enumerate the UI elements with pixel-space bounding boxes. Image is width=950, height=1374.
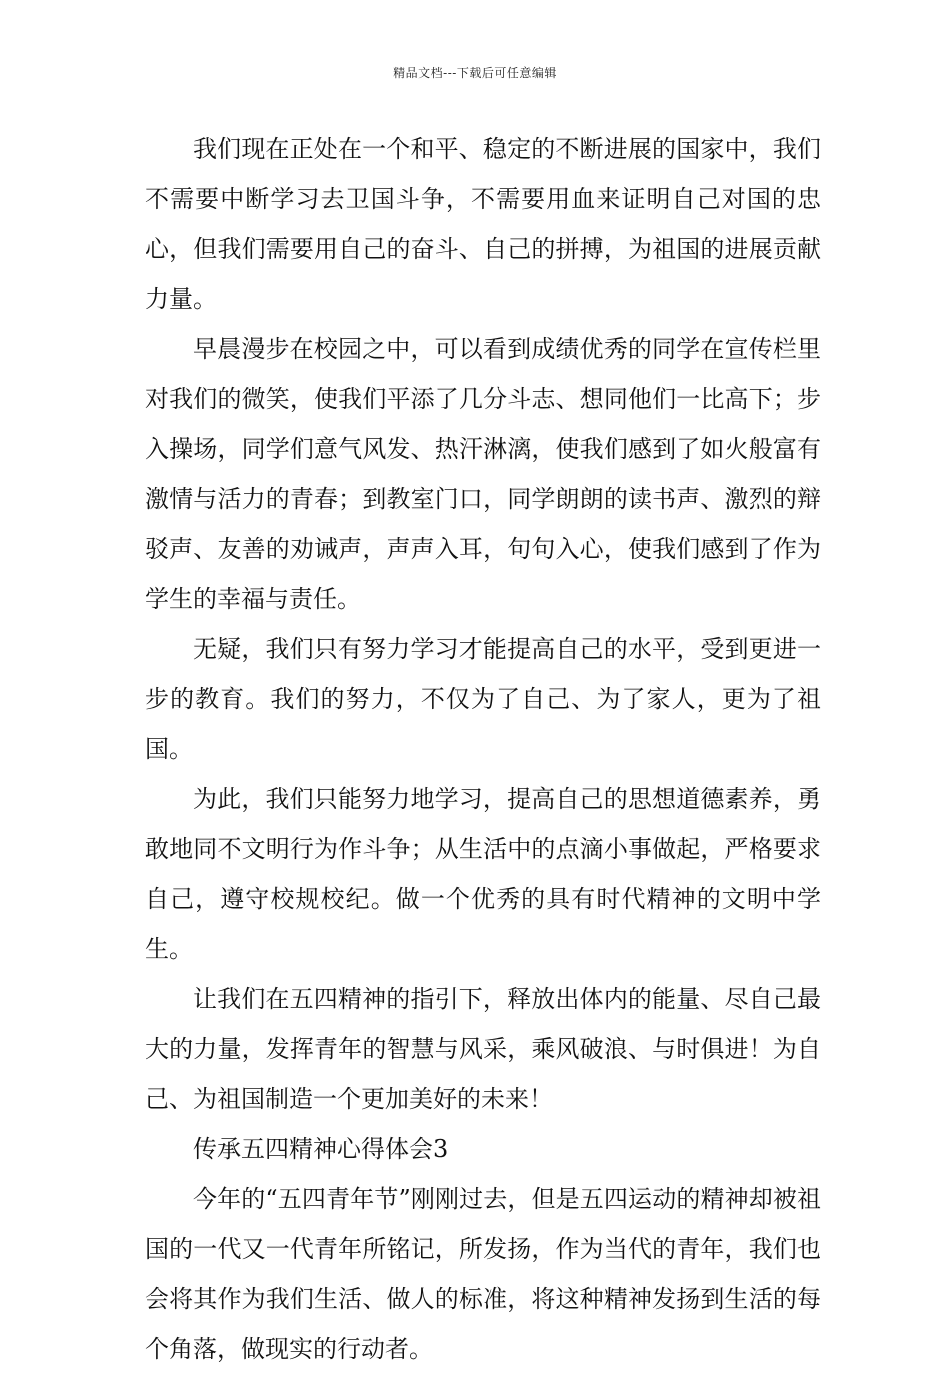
paragraph: 我们现在正处在一个和平、稳定的不断进展的国家中，我们不需要中断学习去卫国斗争，不需要用血来证明自己对国的忠心，但我们需要用自己的奋斗、自己的拼搏，为祖国的进展贡献力量。 [145, 135, 821, 313]
document-body [145, 124, 821, 1374]
paragraph: 无疑，我们只有努力学习才能提高自己的水平，受到更进一步的教育。我们的努力，不仅为了自己、为了家人，更为了祖国。 [145, 635, 821, 763]
section-heading: 传承五四精神心得体会3 [193, 1135, 449, 1163]
page-header: 精品文档---下载后可任意编辑 [393, 66, 557, 80]
paragraph: 早晨漫步在校园之中，可以看到成绩优秀的同学在宣传栏里对我们的微笑，使我们平添了几分斗志、想同他们一比高下；步入操场，同学们意气风发、热汗淋漓，使我们感到了如火般富有激情与活力的青春；到教室门口，同学朗朗的读书声、激烈的辩驳声、友善的劝诫声，声声入耳，句句入心，使我们感到了作为学生的幸福与责任。 [145, 335, 821, 613]
paragraph: 为此，我们只能努力地学习，提高自己的思想道德素养，勇敢地同不文明行为作斗争；从生活中的点滴小事做起，严格要求自己，遵守校规校纪。做一个优秀的具有时代精神的文明中学生。 [145, 785, 821, 963]
paragraph: 让我们在五四精神的指引下，释放出体内的能量、尽自己最大的力量，发挥青年的智慧与风采，乘风破浪、与时俱进！为自己、为祖国制造一个更加美好的未来！ [145, 985, 821, 1113]
paragraph: 今年的“五四青年节”刚刚过去，但是五四运动的精神却被祖国的一代又一代青年所铭记，所发扬，作为当代的青年，我们也会将其作为我们生活、做人的标准，将这种精神发扬到生活的每个角落，做现实的行动者。 [145, 1185, 821, 1363]
